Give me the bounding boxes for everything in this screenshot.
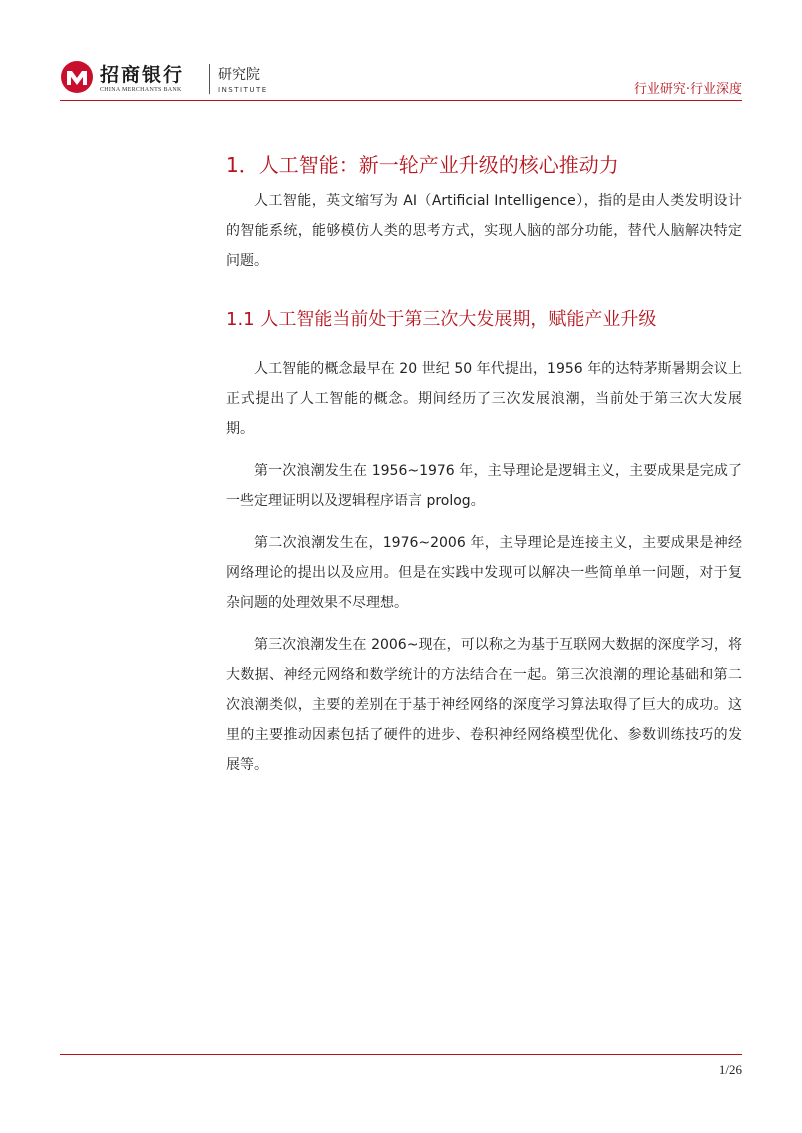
document-body <box>226 150 742 792</box>
subsection-title: 1.1 人工智能当前处于第三次大发展期，赋能产业升级 <box>226 309 657 330</box>
section-intro: 人工智能，英文缩写为 AI（Artificial Intelligence），指的是由人类发明设计的智能系统，能够模仿人类的思考方式，实现人脑的部分功能，替代人脑解决特定问题。 <box>226 193 742 269</box>
paragraph: 第二次浪潮发生在，1976~2006 年，主导理论是连接主义，主要成果是神经网络理论的提出以及应用。但是在实践中发现可以解决一些简单单一问题，对于复杂问题的处理效果不尽理想。 <box>226 535 742 611</box>
paragraph: 第三次浪潮发生在 2006~现在，可以称之为基于互联网大数据的深度学习，将大数据、神经元网络和数学统计的方法结合在一起。第三次浪潮的理论基础和第二次浪潮类似，主要的差别在于基于神经网络的深度学习算法取得了巨大的成功。这里的主要推动因素包括了硬件的进步、卷积神经网络模型优化、参数训练技巧的发展等。 <box>226 637 742 773</box>
page-number: 1/26 <box>718 1062 742 1077</box>
header-rule <box>60 100 742 101</box>
cmb-logo-icon <box>60 60 94 94</box>
bank-name: 招商银行 <box>100 64 185 86</box>
page-header <box>60 52 742 100</box>
institute-name: 研究院 <box>218 67 260 83</box>
institute-name-en: INSTITUTE <box>218 86 268 94</box>
footer-rule <box>60 1054 742 1055</box>
section-title: 1．人工智能：新一轮产业升级的核心推动力 <box>226 153 619 177</box>
paragraph: 第一次浪潮发生在 1956~1976 年，主导理论是逻辑主义，主要成果是完成了一些定理证明以及逻辑程序语言 prolog。 <box>226 463 742 509</box>
report-type: 行业研究·行业深度 <box>633 82 742 97</box>
bank-name-en: CHINA MERCHANTS BANK <box>100 87 182 93</box>
paragraph: 人工智能的概念最早在 20 世纪 50 年代提出，1956 年的达特茅斯暑期会议上正式提出了人工智能的概念。期间经历了三次发展浪潮，当前处于第三次大发展期。 <box>226 361 742 437</box>
logo-divider <box>209 64 210 94</box>
